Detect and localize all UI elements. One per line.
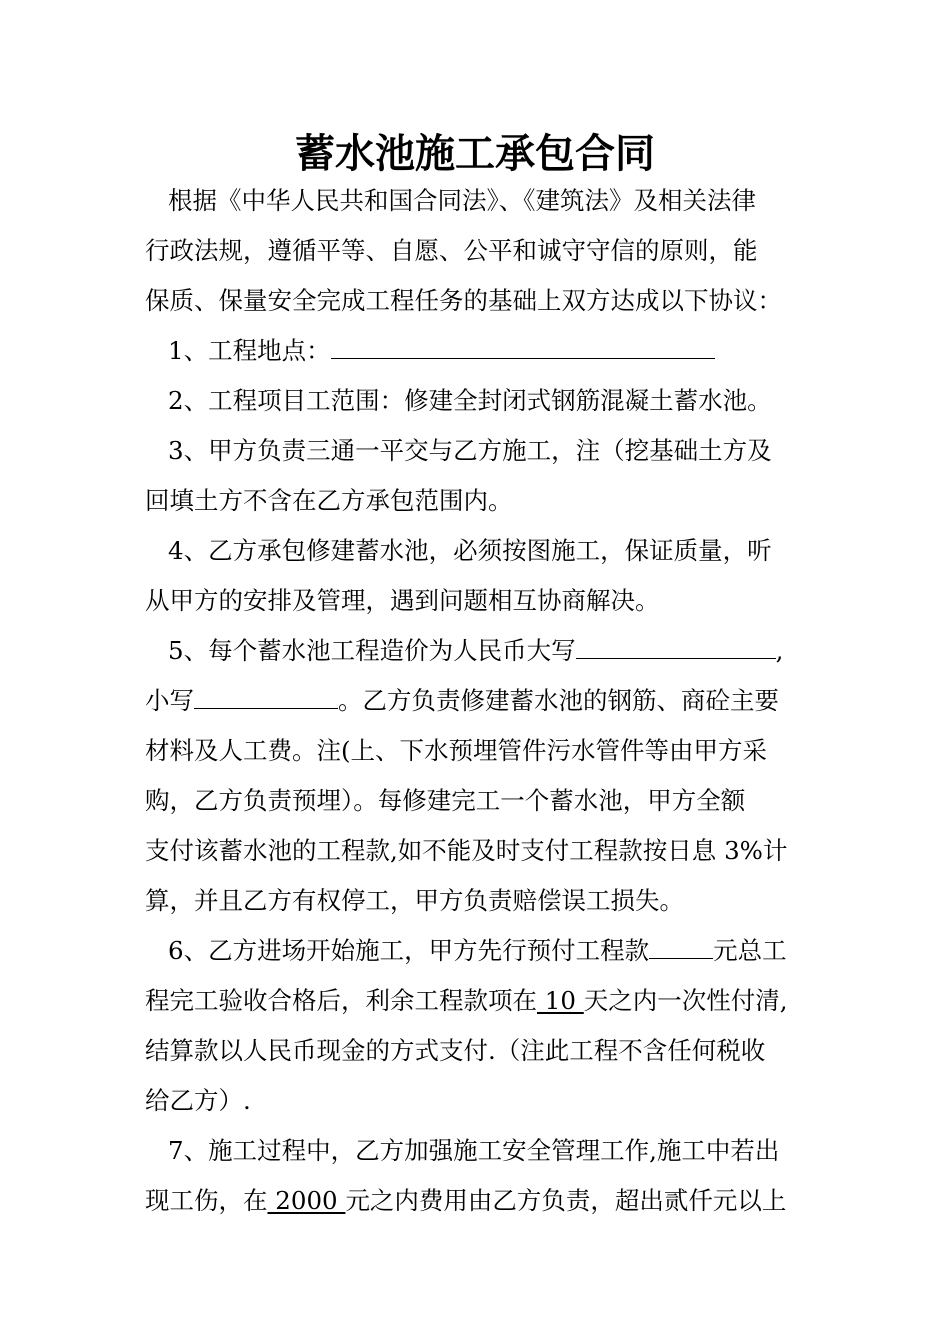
paragraph-line <box>145 234 758 268</box>
text: 算，并且乙方有权停工，甲方负责赔偿误工损失。 <box>145 886 684 915</box>
text: 1、工程地点： <box>168 336 331 365</box>
paragraph-line <box>145 484 513 518</box>
text: 元总工 <box>713 936 787 965</box>
text: , <box>775 636 784 665</box>
paragraph-line <box>145 984 788 1018</box>
text: 结算款以人民币现金的方式支付.（注此工程不含任何税收 <box>145 1036 766 1065</box>
text: 根据《中华人民共和国合同法》、《建筑法》及相关法律 <box>168 186 756 215</box>
prepayment-blank <box>649 934 713 959</box>
text: 从甲方的安排及管理，遇到问题相互协商解决。 <box>145 586 660 615</box>
text: 5、每个蓄水池工程造价为人民币大写 <box>168 636 576 665</box>
clause-4-line <box>168 534 772 568</box>
text: 7、施工过程中，乙方加强施工安全管理工作,施工中若出 <box>168 1136 780 1165</box>
text: 2、工程项目工范围：修建全封闭式钢筋混凝土蓄水池。 <box>168 386 772 415</box>
days-value: 10 <box>537 986 584 1015</box>
clause-1-line <box>168 334 715 368</box>
paragraph-line <box>145 734 767 768</box>
paragraph-line <box>145 684 779 718</box>
text: 行政法规，遵循平等、自愿、公平和诚守守信的原则，能 <box>145 236 758 265</box>
text: 程完工验收合格后，利余工程款项在 <box>145 986 537 1015</box>
text: 元之内费用由乙方负责，超出贰仟元以上 <box>345 1186 787 1215</box>
text: 给乙方）. <box>145 1086 251 1115</box>
paragraph-line <box>145 1084 251 1118</box>
text: 。乙方负责修建蓄水池的钢筋、商砼主要 <box>338 686 779 715</box>
text: 保质、保量安全完成工程任务的基础上双方达成以下协议： <box>145 286 782 315</box>
paragraph-line <box>145 584 660 618</box>
clause-2-line <box>168 384 772 418</box>
clause-5-line <box>168 634 783 668</box>
clause-7-line <box>168 1134 779 1168</box>
text: 材料及人工费。注(上、下水预埋管件污水管件等由甲方采 <box>145 736 768 765</box>
text: 小写 <box>145 686 194 715</box>
paragraph-line <box>145 834 787 868</box>
amount-value: 2000 <box>267 1186 346 1215</box>
paragraph-line <box>145 1034 765 1068</box>
location-blank <box>331 334 715 359</box>
paragraph-line <box>145 284 782 318</box>
price-lowercase-blank <box>194 684 338 709</box>
text: 支付该蓄水池的工程款,如不能及时支付工程款按日息 3%计 <box>145 836 788 865</box>
text: 6、乙方进场开始施工，甲方先行预付工程款 <box>168 936 650 965</box>
text: 现工伤，在 <box>145 1186 268 1215</box>
text: 4、乙方承包修建蓄水池，必须按图施工，保证质量，听 <box>168 536 772 565</box>
page-title: 蓄水池施工承包合同 <box>295 130 655 177</box>
text: 3、甲方负责三通一平交与乙方施工，注（挖基础土方及 <box>168 436 772 465</box>
paragraph-line <box>168 184 756 218</box>
paragraph-line <box>145 884 684 918</box>
clause-3-line <box>168 434 772 468</box>
text: 天之内一次性付清, <box>583 986 788 1015</box>
price-uppercase-blank <box>576 634 776 659</box>
clause-6-line <box>168 934 787 968</box>
paragraph-line <box>145 1184 786 1218</box>
text: 购，乙方负责预埋）。每修建完工一个蓄水池，甲方全额 <box>145 786 746 815</box>
paragraph-line <box>145 784 745 818</box>
text: 回填土方不含在乙方承包范围内。 <box>145 486 513 515</box>
